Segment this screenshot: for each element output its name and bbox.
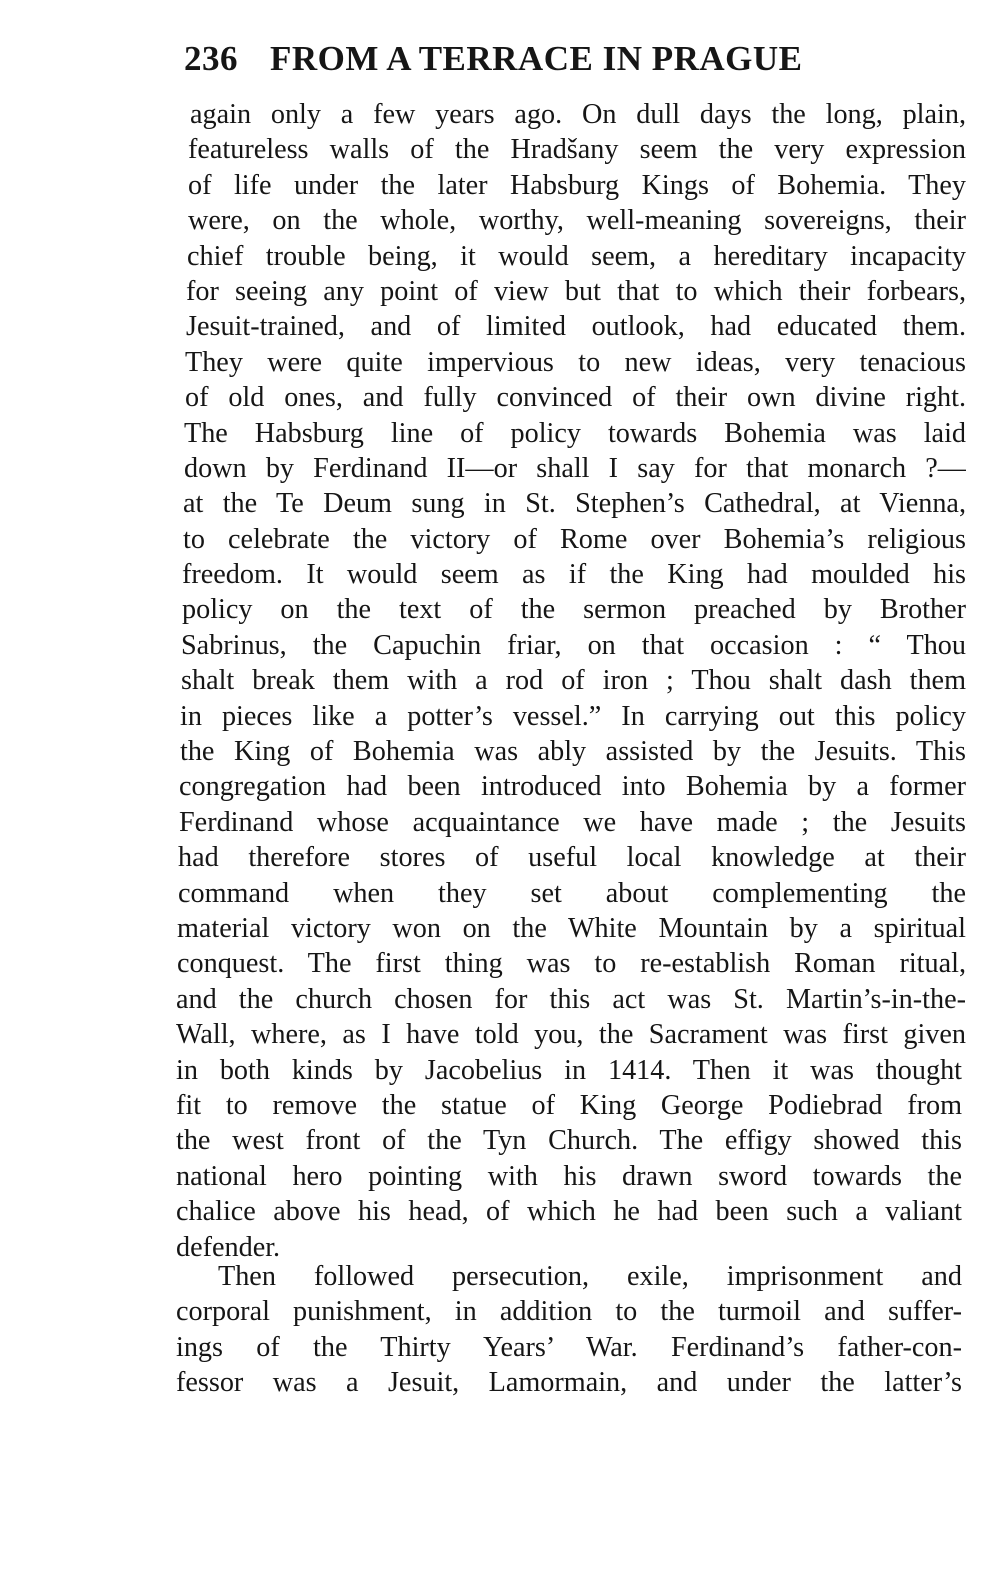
text-line: chalice above his head, of which he had been such a valiant [176,1196,962,1228]
text-line: ings of the Thirty Years’ War. Ferdinand’s father-con- [176,1331,962,1363]
page-number: 236 [184,39,238,78]
paragraph-1 [176,97,966,1265]
text-line: were, on the whole, worthy, well-meaning sovereigns, their [188,205,966,237]
text-line: in pieces like a potter’s vessel.” In carrying out this policy [180,700,966,732]
text-line: in both kinds by Jacobelius in 1414. Then it was thought [176,1054,962,1086]
page-header [184,34,874,84]
text-line: of life under the later Habsburg Kings of Bohemia. They [188,169,966,201]
text-line: Then followed persecution, exile, imprisonment and [218,1261,962,1292]
text-line: They were quite impervious to new ideas, very tenacious [185,346,966,378]
text-line: featureless walls of the Hradšany seem the very expression [188,134,966,166]
text-line: conquest. The first thing was to re-establish Roman ritual, [177,948,966,980]
paragraph-2 [176,1259,966,1401]
text-line: had therefore stores of useful local knowledge at their [178,842,966,874]
text-line: national hero pointing with his drawn sword towards the [176,1160,962,1192]
text-line: Wall, where, as I have told you, the Sacrament was first given [176,1019,966,1051]
text-line: Ferdinand whose acquaintance we have made ; the Jesuits [179,806,966,838]
text-line: Sabrinus, the Capuchin friar, on that occasion : “ Thou [181,629,966,661]
text-line: at the Te Deum sung in St. Stephen’s Cathedral, at Vienna, [183,488,966,520]
text-line: shalt break them with a rod of iron ; Thou shalt dash them [181,665,966,697]
text-line: of old ones, and fully convinced of their own divine right. [185,382,966,414]
text-line: material victory won on the White Mountain by a spiritual [177,912,966,944]
running-title: FROM A TERRACE IN PRAGUE [270,39,803,78]
text-line: down by Ferdinand II—or shall I say for that monarch ?— [184,452,966,484]
text-line: for seeing any point of view but that to which their forbears, [186,275,966,307]
text-line: The Habsburg line of policy towards Bohemia was laid [184,417,966,449]
text-line: to celebrate the victory of Rome over Bohemia’s religious [183,523,966,555]
text-line: corporal punishment, in addition to the turmoil and suffer- [176,1296,962,1328]
text-line: again only a few years ago. On dull days the long, plain, [190,99,966,130]
text-line: freedom. It would seem as if the King had moulded his [182,559,966,591]
text-line: Jesuit-trained, and of limited outlook, had educated them. [186,311,966,343]
text-line: policy on the text of the sermon preached by Brother [182,594,966,626]
text-line: congregation had been introduced into Bohemia by a former [179,771,966,803]
text-line: fessor was a Jesuit, Lamormain, and under the latter’s [176,1367,962,1399]
text-line: the west front of the Tyn Church. The effigy showed this [176,1125,962,1157]
text-line: defender. [176,1231,281,1263]
text-line: fit to remove the statue of King George Podiebrad from [176,1089,962,1121]
text-line: the King of Bohemia was ably assisted by the Jesuits. This [180,736,966,768]
text-line: and the church chosen for this act was St. Martin’s-in-the- [176,983,966,1015]
text-line: command when they set about complementing the [178,877,966,909]
text-line: chief trouble being, it would seem, a hereditary incapacity [187,240,966,272]
